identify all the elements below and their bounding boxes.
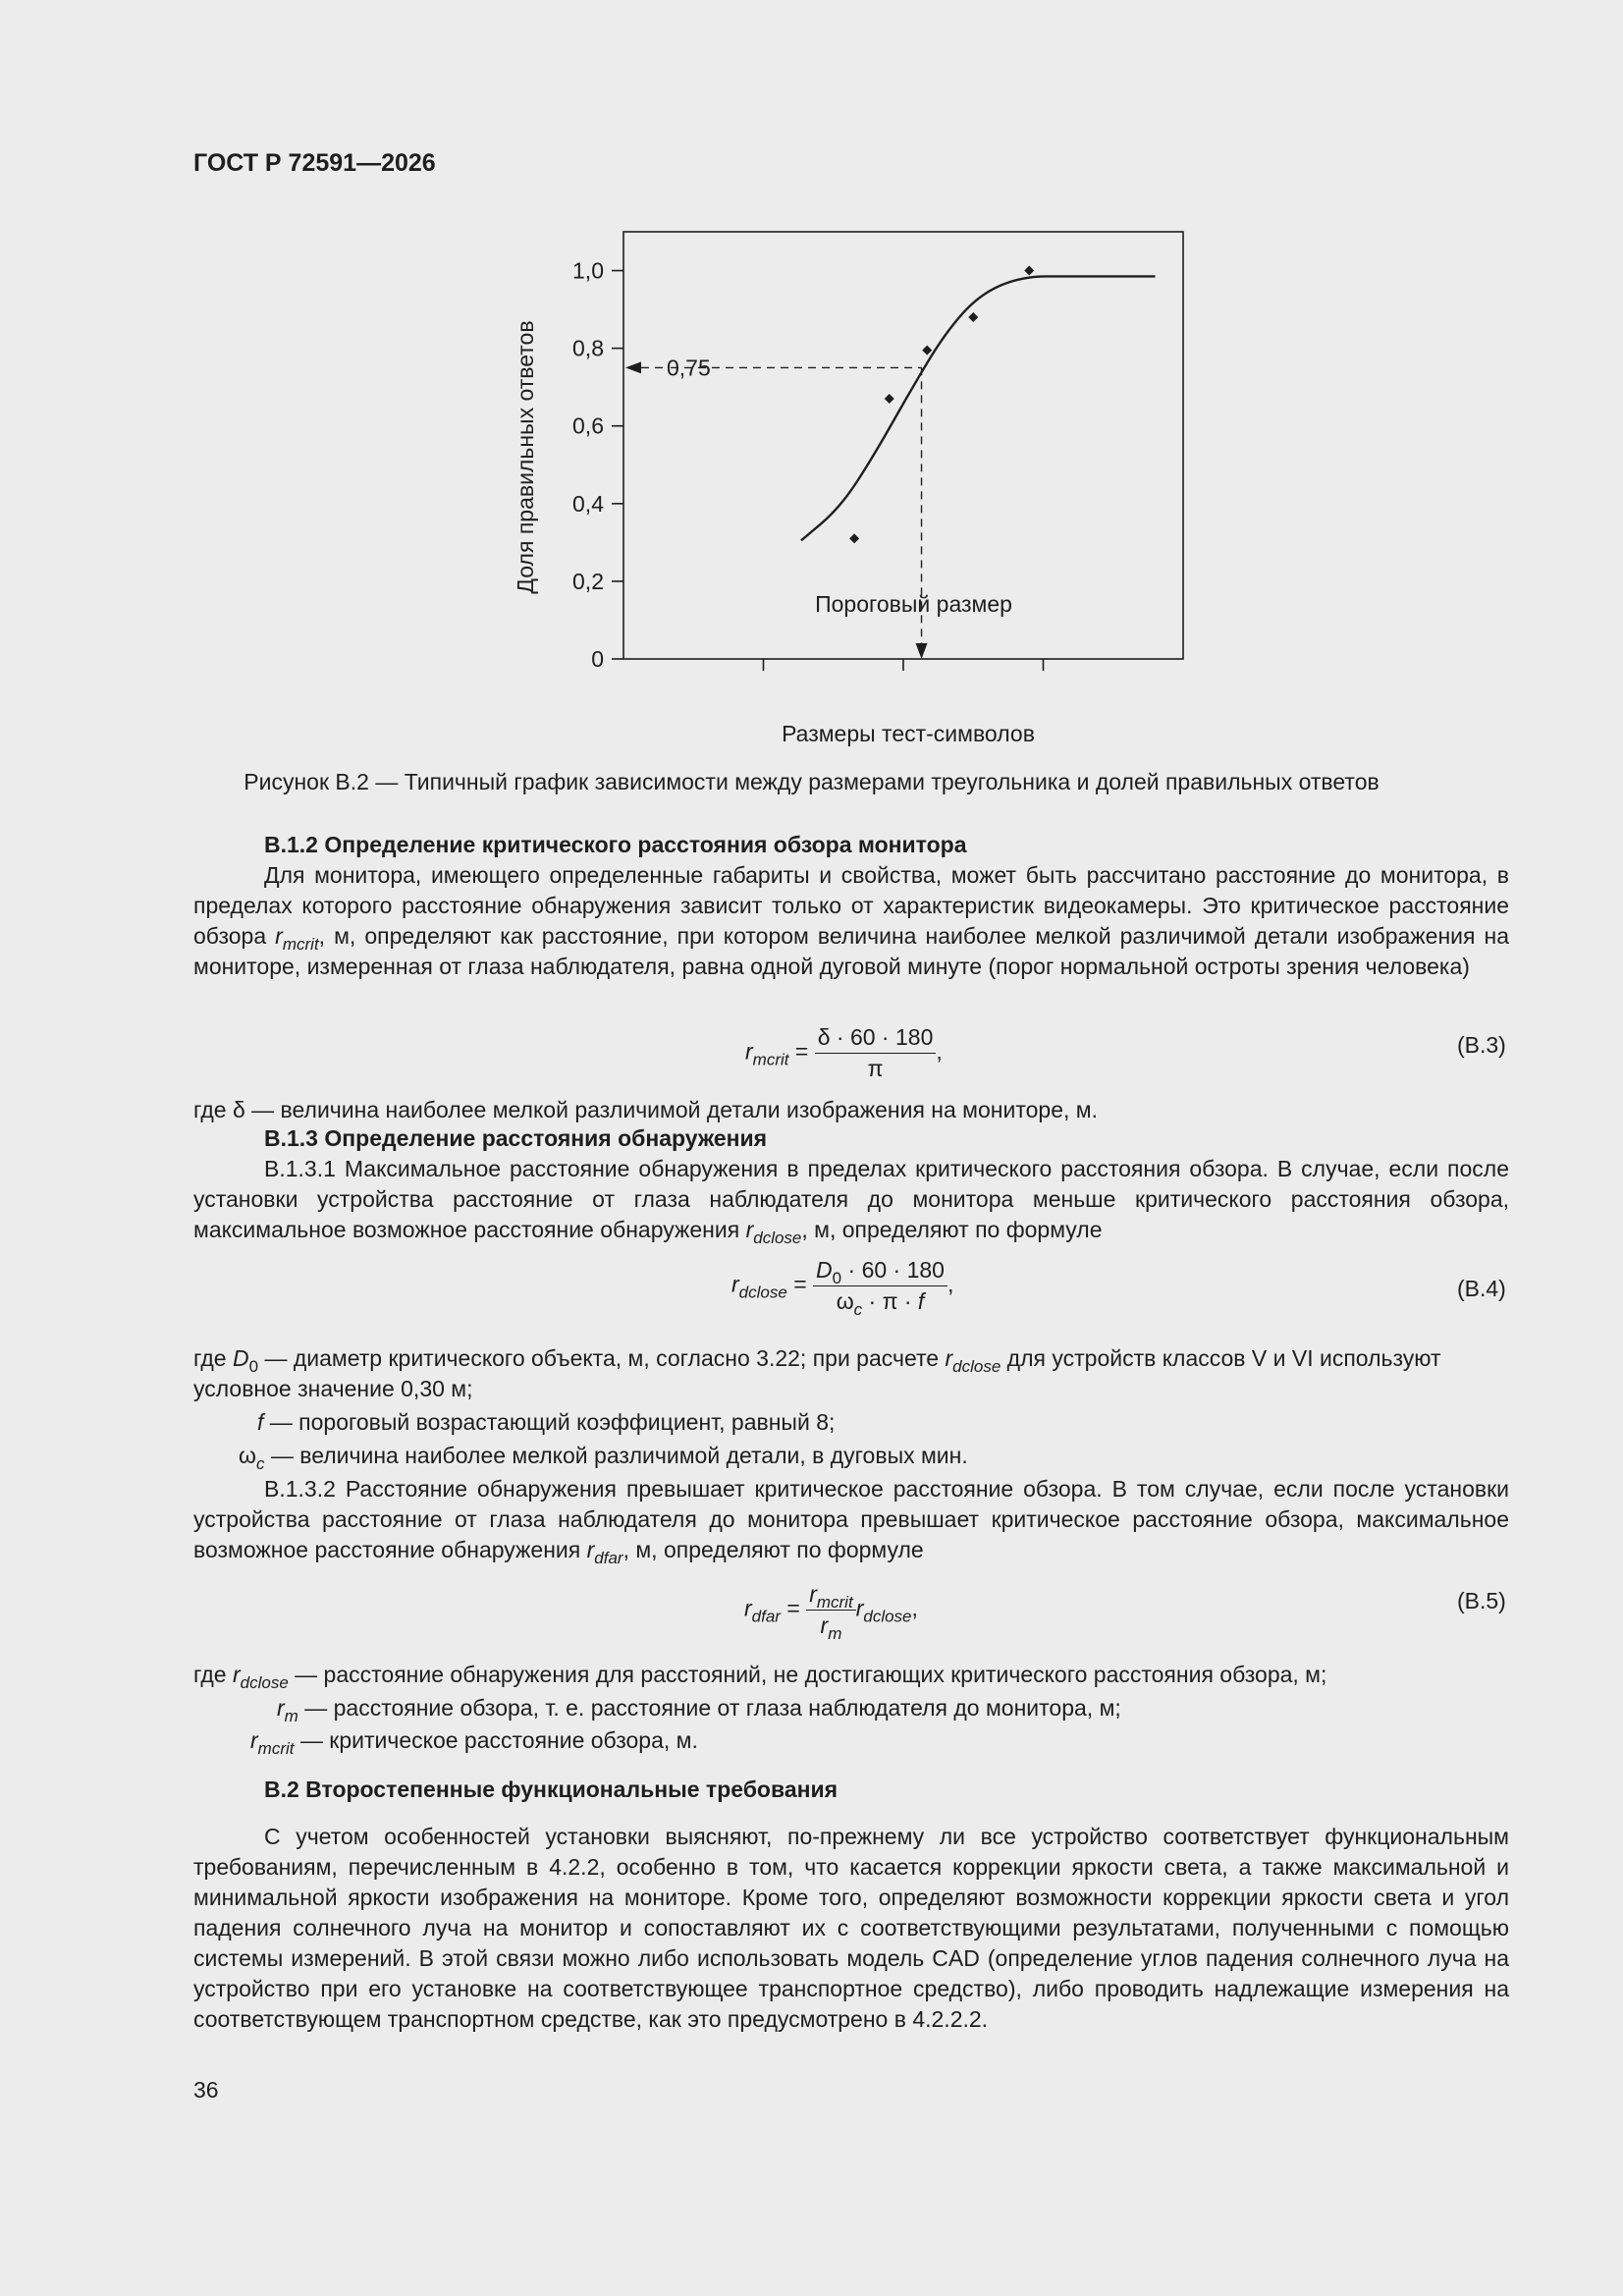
document-header: ГОСТ Р 72591—2026 [193, 149, 436, 177]
data-point [885, 394, 894, 404]
fitted-curve [801, 276, 1156, 540]
y-tick-label: 1,0 [572, 257, 604, 284]
figure-caption: Рисунок В.2 — Типичный график зависимости между размерами треугольника и долей правильных ответов [243, 769, 1380, 794]
paragraph-b12: Для монитора, имеющего определенные габариты и свойства, может быть рассчитано расстояние до монитора, в пределах которого расстояние обнаружения зависит только от характеристик видеокамеры. Это критическое расстояние обзора $r_{mcrit}$, м, определяют как расстояние, при котором величина наиболее мелкой различимой детали изображения на мониторе, измеренная от глаза наблюдателя, равна одной дуговой минуте (порог нормальной остроты зрения человека) [193, 862, 1510, 979]
figure-chart [0, 0, 1623, 746]
equation-number-b5: (В.5) [1457, 1588, 1506, 1613]
data-point [849, 533, 859, 543]
equation-b3-where: где δ — величина наиболее мелкой различимой детали изображения на мониторе, м. [193, 1097, 1098, 1122]
page-number: 36 [193, 2077, 219, 2103]
equation-b5: $r_{dfar}$ = $\frac{r_{mcrit}}{r_m}$ $r_{dclose}$, [744, 1581, 918, 1643]
definition-rm: $r_m$ — расстояние обзора, т. е. расстояние от глаза наблюдателя до монитора, м; [277, 1695, 1121, 1725]
x-axis-label: Размеры тест-символов [782, 721, 1035, 746]
paragraph-b131: В.1.3.1 Максимальное расстояние обнаружения в пределах критического расстояния обзора. В случае, если после установки устройства расстояние от глаза наблюдателя до монитора меньше критического расстояния обзора, максимальное возможное расстояние обнаружения $r_{dclose}$, м, определяют по формуле [193, 1156, 1509, 1247]
section-title-b2: В.2 Второстепенные функциональные требования [264, 1777, 839, 1802]
threshold-arrow-left [625, 361, 641, 373]
y-tick-label: 0,6 [572, 412, 604, 439]
data-point [968, 312, 978, 322]
y-tick-label: 0 [591, 646, 604, 672]
definition-omega-c: $\omega_c$ — величина наиболее мелкой различимой детали, в дуговых мин. [239, 1443, 968, 1473]
threshold-value-label: 0,75 [667, 355, 711, 381]
section-title-b12: В.1.2 Определение критического расстояния обзора монитора [264, 832, 967, 857]
section-title-b13: В.1.3 Определение расстояния обнаружения [264, 1125, 768, 1151]
equation-number-b3: (В.3) [1457, 1032, 1506, 1058]
threshold-arrow-down [916, 643, 928, 659]
y-tick-label: 0,2 [572, 568, 604, 594]
y-tick-label: 0,4 [572, 490, 604, 517]
equation-b3: $r_{mcrit}$ = $\frac{\delta \cdot 60 \cdot 180}{\pi}$ , [745, 1024, 943, 1081]
equation-b4: $r_{dclose}$ = $\frac{D_0 \cdot 60 \cdot 180}{\omega_c \cdot \pi \cdot f}$ , [731, 1257, 954, 1319]
definition-d0: где $D_0$ — диаметр критического объекта, м, согласно 3.22; при расчете $r_{dclose}$ для устройств классов V и VI используют условное значение 0,30 м; [193, 1345, 1441, 1401]
y-tick-label: 0,8 [572, 335, 604, 361]
data-point [922, 346, 932, 355]
y-axis-label: Доля правильных ответов [513, 320, 538, 594]
paragraph-b2: С учетом особенностей установки выясняют, по-прежнему ли все устройство соответствует функциональным требованиям, перечисленным в 4.2.2, особенно в том, что касается коррекции яркости света, а также максимальной и минимальной яркости изображения на мониторе. Кроме того, определяют возможности коррекции яркости света и угол падения солнечного луча на монитор и сопоставляют их с соответствующими результатами, полученными с помощью системы измерений. В этой связи можно либо использовать модель CAD (определение углов падения солнечного луча на устройство при его установке на соответствующее транспортное средство), либо проводить надлежащие измерения на соответствующем транспортном средстве, как это предусмотрено в 4.2.2.2. [193, 1824, 1509, 2032]
definition-rdclose: где $r_{dclose}$ — расстояние обнаружения для расстояний, не достигающих критического расстояния обзора, м; [193, 1662, 1327, 1692]
paragraph-b132: В.1.3.2 Расстояние обнаружения превышает критическое расстояние обзора. В том случае, если после установки устройства расстояние от глаза наблюдателя до монитора превышает критическое расстояние обзора, максимальное возможное расстояние обнаружения $r_{dfar}$, м, определяют по формуле [193, 1476, 1509, 1567]
equation-number-b4: (В.4) [1457, 1276, 1506, 1301]
data-point [1024, 266, 1034, 276]
definition-f: f — пороговый возрастающий коэффициент, равный 8; [257, 1409, 836, 1435]
definition-rmcrit: $r_{mcrit}$ — критическое расстояние обзора, м. [250, 1727, 698, 1758]
threshold-annotation: Пороговый размер [815, 591, 1012, 617]
